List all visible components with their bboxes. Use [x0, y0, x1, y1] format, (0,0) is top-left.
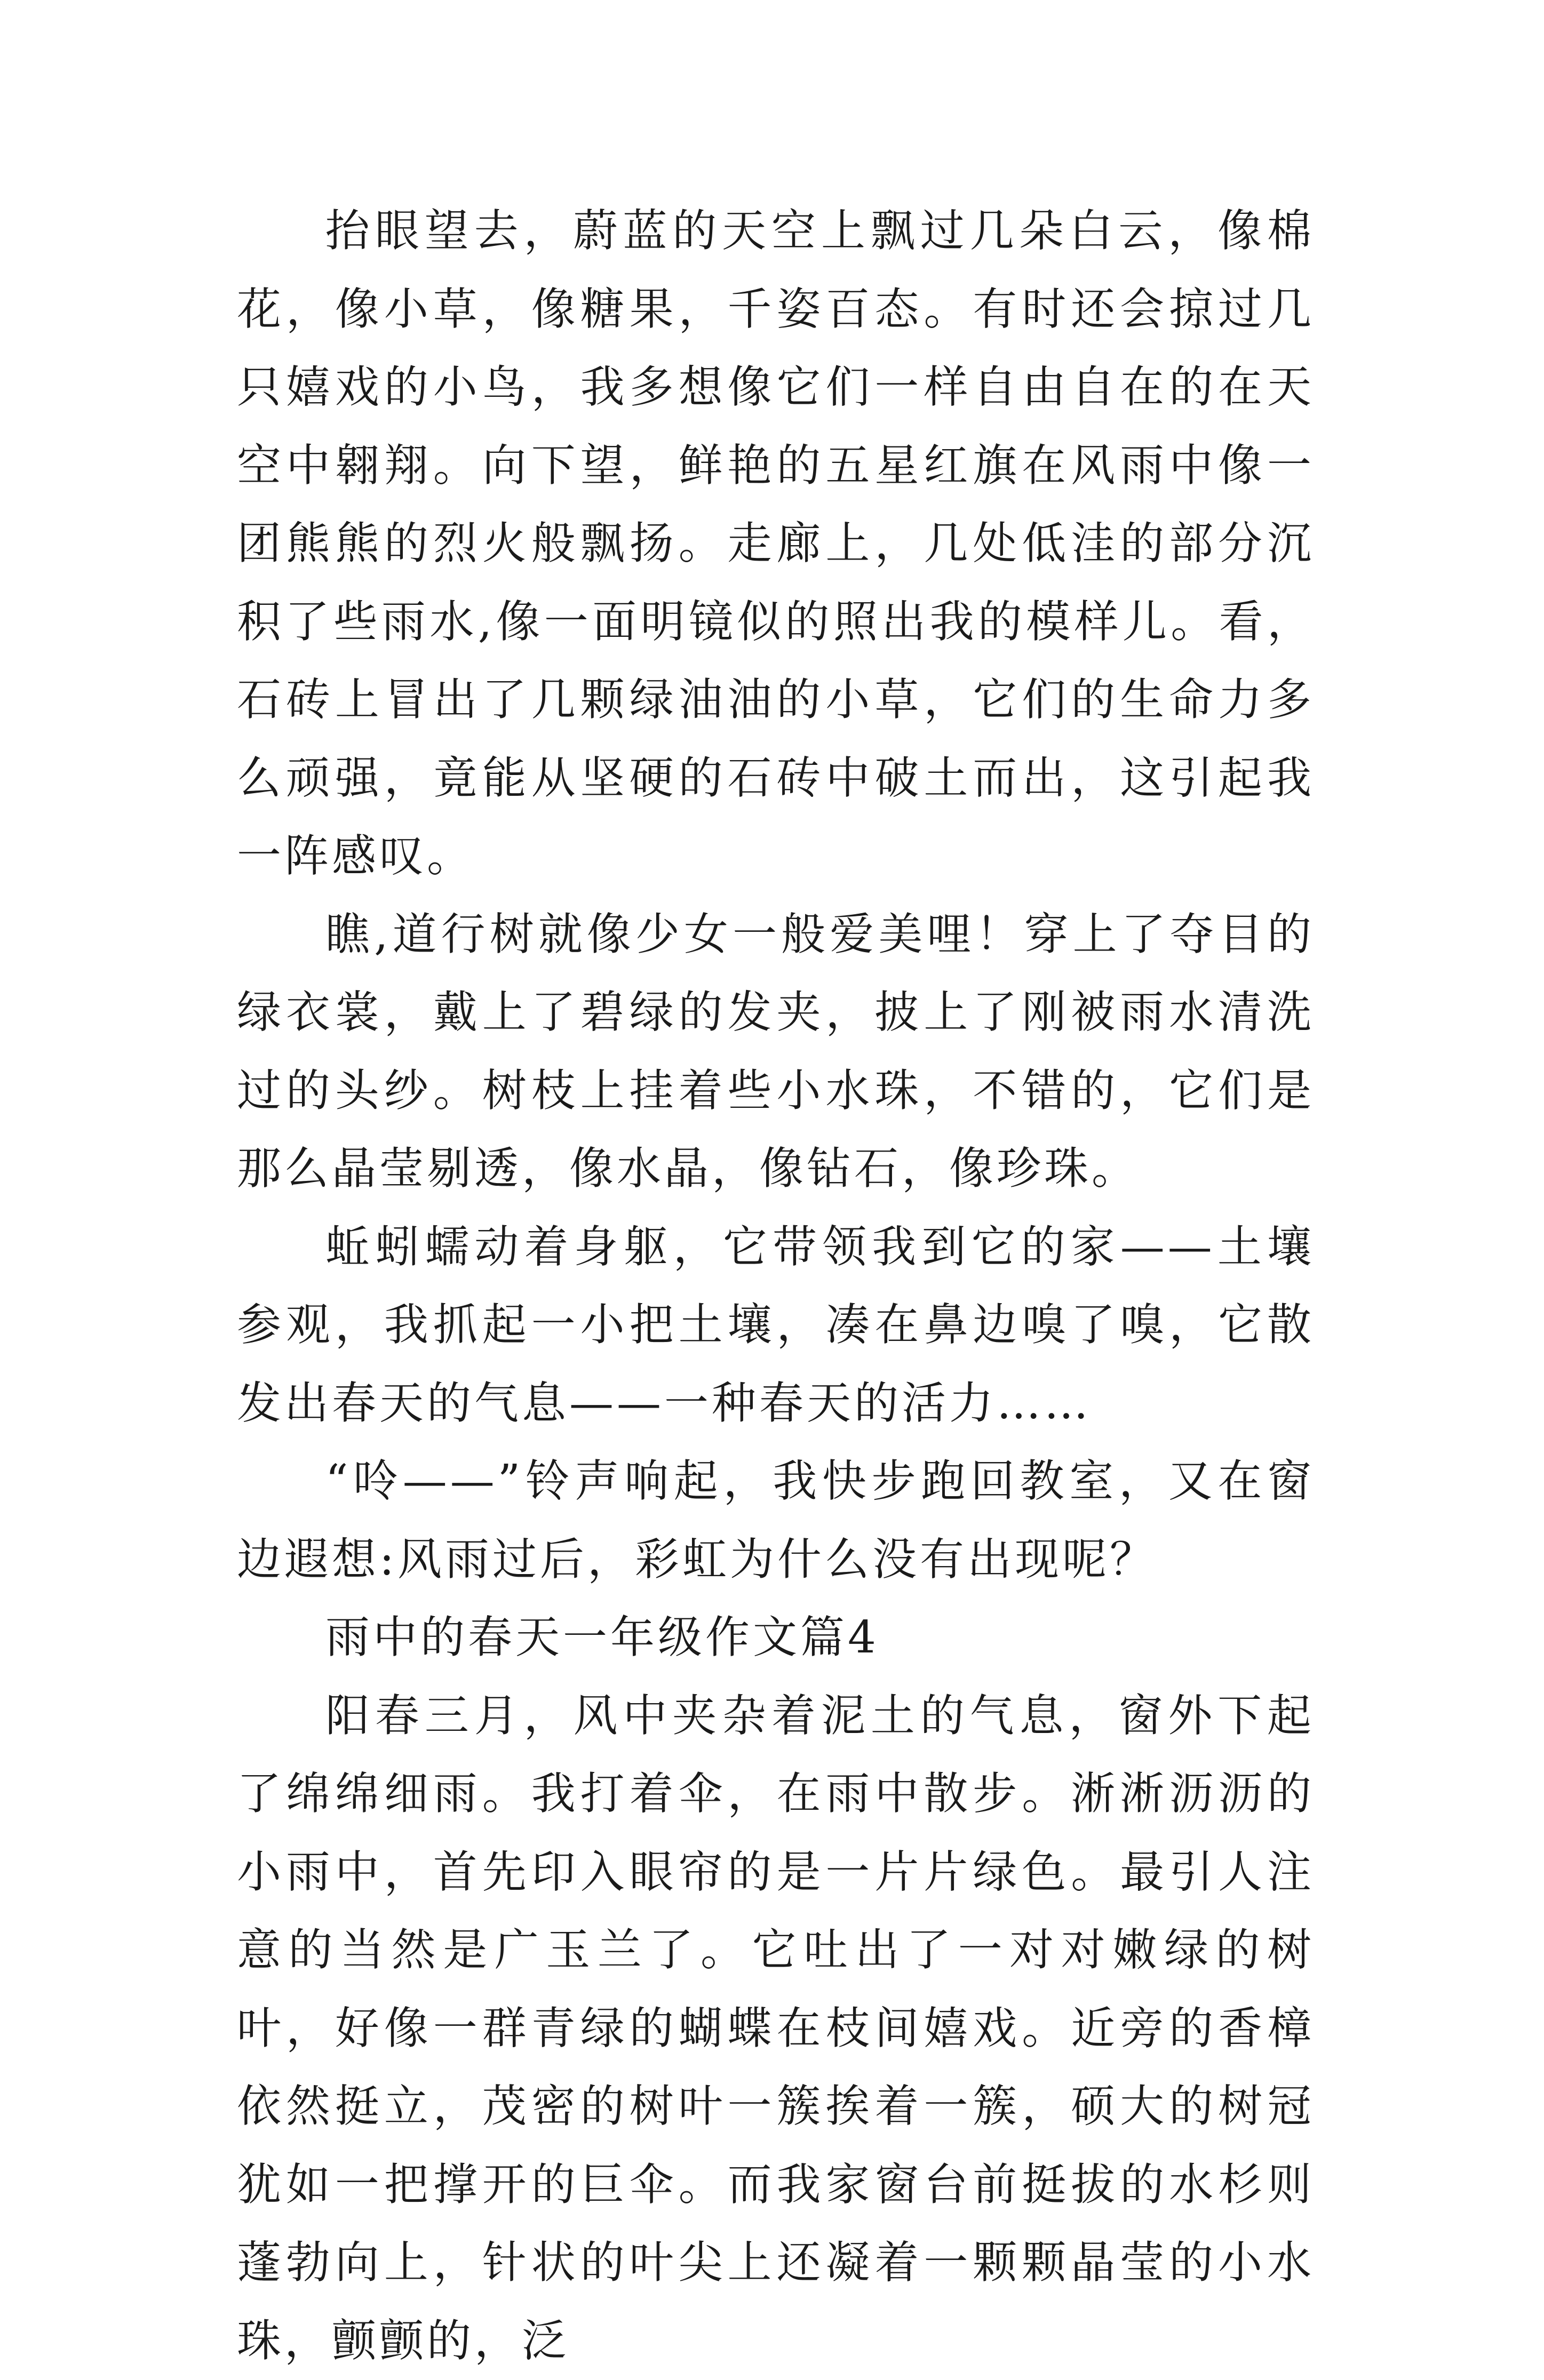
document-body: [237, 192, 1315, 2380]
section-heading: 雨中的春天一年级作文篇4: [237, 1599, 1315, 1677]
paragraph-earthworm: 蚯蚓蠕动着身躯，它带领我到它的家——土壤参观，我抓起一小把土壤，凑在鼻边嗅了嗅，它散发出春天的气息——一种春天的活力……: [237, 1208, 1315, 1443]
paragraph-bell: “呤——”铃声响起，我快步跑回教室，又在窗边遐想:风雨过后，彩虹为什么没有出现呢？: [237, 1442, 1315, 1599]
paragraph-trees: 瞧,道行树就像少女一般爱美哩！穿上了夺目的绿衣裳，戴上了碧绿的发夹，披上了刚被雨水清洗过的头纱。树枝上挂着些小水珠，不错的，它们是那么晶莹剔透，像水晶，像钻石，像珍珠。: [237, 896, 1315, 1208]
paragraph-sky: 抬眼望去，蔚蓝的天空上飘过几朵白云，像棉花，像小草，像糖果，千姿百态。有时还会掠过几只嬉戏的小鸟，我多想像它们一样自由自在的在天空中翱翔。向下望，鲜艳的五星红旗在风雨中像一团熊熊的烈火般飘扬。走廊上，几处低洼的部分沉积了些雨水,像一面明镜似的照出我的模样儿。看，石砖上冒出了几颗绿油油的小草，它们的生命力多么顽强，竟能从坚硬的石砖中破土而出，这引起我一阵感叹。: [237, 192, 1315, 896]
paragraph-spring-rain: 阳春三月，风中夹杂着泥土的气息，窗外下起了绵绵细雨。我打着伞，在雨中散步。淅淅沥沥的小雨中，首先印入眼帘的是一片片绿色。最引人注意的当然是广玉兰了。它吐出了一对对嫩绿的树叶，好像一群青绿的蝴蝶在枝间嬉戏。近旁的香樟依然挺立，茂密的树叶一簇挨着一簇，硕大的树冠犹如一把撑开的巨伞。而我家窗台前挺拔的水杉则蓬勃向上，针状的叶尖上还凝着一颗颗晶莹的小水珠，颤颤的，泛: [237, 1677, 1315, 2380]
